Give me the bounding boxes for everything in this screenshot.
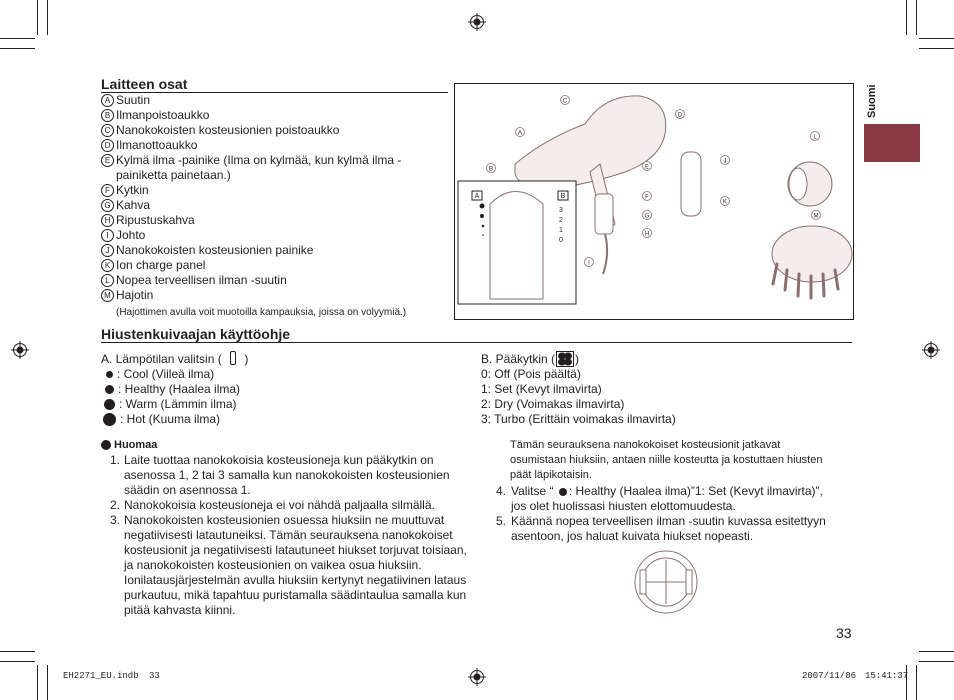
callout-d bbox=[676, 110, 685, 119]
callout-h bbox=[643, 229, 652, 238]
footer-page: 33 bbox=[149, 671, 160, 681]
part-item bbox=[101, 93, 446, 108]
step-5: 5. Käännä nopea terveellisen ilman -suutin kuvassa esitettyyn asentoon, jos haluat kuivata hiukset nopeasti. bbox=[496, 514, 826, 543]
note-line: 3. Nanokokoisten kosteusionien osuessa hiuksiin ne muuttuvat bbox=[110, 513, 445, 527]
part-letter: J bbox=[101, 244, 114, 257]
temperature-selector-block bbox=[101, 351, 461, 427]
product-figure bbox=[454, 83, 854, 320]
part-label: Nanokokoisten kosteusionien poistoaukko bbox=[116, 123, 340, 137]
healthy-dot-icon bbox=[105, 385, 114, 394]
footer-date: 2007/11/06 bbox=[802, 671, 857, 681]
registration-mark-bottom-icon bbox=[468, 668, 486, 686]
svg-text:L: L bbox=[813, 134, 817, 141]
note-line: ja nanokokoisten kosteusionien on vaikea osua hiuksiin. bbox=[124, 558, 422, 572]
footer-file: EH2271_EU.indb bbox=[63, 671, 139, 681]
cool-dot-icon bbox=[106, 371, 113, 378]
callout-e bbox=[643, 162, 652, 171]
fan-icon bbox=[556, 351, 574, 367]
callout-a bbox=[516, 128, 525, 137]
part-item bbox=[101, 183, 446, 198]
hot-dot-icon bbox=[103, 413, 116, 426]
svg-text:B: B bbox=[560, 193, 566, 200]
switch-setting: 1: Set (Kevyt ilmavirta) bbox=[481, 382, 602, 396]
language-tab bbox=[864, 124, 920, 162]
part-letter: E bbox=[101, 154, 114, 167]
callout-k bbox=[721, 197, 730, 206]
part-letter: D bbox=[101, 139, 114, 152]
svg-text:M: M bbox=[813, 213, 819, 220]
part-letter: B bbox=[101, 109, 114, 122]
part-label: Nopea terveellisen ilman -suutin bbox=[116, 273, 287, 287]
part-letter: H bbox=[101, 214, 114, 227]
svg-text:D: D bbox=[677, 112, 683, 119]
callout-i bbox=[585, 258, 594, 267]
page-number: 33 bbox=[836, 625, 852, 641]
parts-title: Laitteen osat bbox=[101, 76, 188, 92]
part-label: Johto bbox=[116, 228, 146, 242]
temperature-item: : Hot (Kuuma ilma) bbox=[101, 412, 461, 427]
note-line: Ionilatausjärjestelmän avulla hiuksiin kertynyt negatiivinen lataus bbox=[124, 573, 467, 587]
note-line: säädin on asennossa 1. bbox=[124, 483, 251, 497]
note-line: asenossa 1, 2 tai 3 samalla kun nanokokoisten kosteusionien bbox=[124, 468, 450, 482]
instructions-title-rule bbox=[101, 342, 852, 343]
registration-mark-top-icon bbox=[468, 13, 486, 31]
svg-text:G: G bbox=[644, 213, 650, 220]
footer-time: 15:41:37 bbox=[865, 671, 909, 681]
temperature-heading: A. Lämpötilan valitsin ( ) bbox=[101, 352, 249, 366]
svg-text:F: F bbox=[645, 194, 649, 201]
note-line: purkautuu, mikä tapahtuu puristamalla säädintaulua samalla kun bbox=[124, 588, 467, 602]
part-item bbox=[101, 228, 446, 243]
callout-j bbox=[721, 156, 730, 165]
callout-c bbox=[561, 96, 570, 105]
svg-text:1: 1 bbox=[559, 227, 563, 234]
main-switch-heading: B. Pääkytkin ( ) bbox=[481, 351, 580, 366]
svg-text:Suomi: Suomi bbox=[866, 84, 878, 118]
note-line: 2. Nanokokoisia kosteusioneja ei voi nähdä paljaalla silmällä. bbox=[110, 498, 435, 512]
language-label bbox=[860, 80, 882, 122]
registration-mark-right-icon bbox=[922, 341, 940, 359]
temperature-item: : Healthy (Haalea ilma) bbox=[101, 382, 461, 397]
switch-setting: 3: Turbo (Erittäin voimakas ilmavirta) bbox=[481, 412, 676, 426]
part-item bbox=[101, 153, 446, 168]
instructions-title: Hiustenkuivaajan käyttöohje bbox=[101, 326, 291, 342]
part-label: Ilmanottoaukko bbox=[116, 138, 198, 152]
part-item bbox=[101, 243, 446, 258]
part-letter: L bbox=[101, 274, 114, 287]
svg-text:C: C bbox=[562, 98, 568, 105]
part-item bbox=[101, 213, 446, 228]
part-item bbox=[101, 288, 446, 303]
note-line: kosteusionit ja negatiivisesti latautuneet hiukset torjuvat toisiaan, bbox=[124, 543, 467, 557]
part-label: Kahva bbox=[116, 198, 151, 212]
callout-b bbox=[487, 164, 496, 173]
parts-note: (Hajottimen avulla voit muotoilla kampauksia, joissa on volyymiä.) bbox=[116, 307, 407, 318]
switch-setting: 2: Dry (Voimakas ilmavirta) bbox=[481, 397, 625, 411]
temperature-item: : Warm (Lämmin ilma) bbox=[101, 397, 461, 412]
note-heading: Huomaa bbox=[101, 439, 157, 451]
part-item bbox=[101, 258, 446, 273]
part-item bbox=[101, 123, 446, 138]
part-letter: G bbox=[101, 199, 114, 212]
part-label: Ion charge panel bbox=[116, 258, 206, 272]
part-letter: A bbox=[101, 94, 114, 107]
callout-m bbox=[812, 211, 821, 220]
healthy-dot-icon bbox=[559, 488, 567, 496]
part-label: Kytkin bbox=[116, 183, 149, 197]
callout-f bbox=[643, 192, 652, 201]
note-line: negatiivisesti latautuneiksi. Tämän seurauksena nanokokoiset bbox=[124, 528, 453, 542]
svg-text:0: 0 bbox=[559, 237, 563, 244]
part-letter: C bbox=[101, 124, 114, 137]
svg-text:A: A bbox=[474, 193, 480, 200]
part-item bbox=[101, 138, 446, 153]
part-label: painiketta painetaan.) bbox=[116, 168, 231, 182]
note-bullet-icon bbox=[101, 440, 111, 450]
nozzle-position-illustration bbox=[632, 548, 700, 616]
part-letter: K bbox=[101, 259, 114, 272]
callout-g bbox=[643, 211, 652, 220]
part-label: Ripustuskahva bbox=[116, 213, 195, 227]
part-letter: M bbox=[101, 289, 114, 302]
part-letter: I bbox=[101, 229, 114, 242]
parts-list bbox=[101, 93, 446, 320]
part-label: Kylmä ilma -painike (Ilma on kylmää, kun kylmä ilma - bbox=[116, 153, 402, 167]
part-letter: F bbox=[101, 184, 114, 197]
hair-dryer-illustration bbox=[455, 84, 853, 319]
svg-text:2: 2 bbox=[559, 217, 563, 224]
svg-text:3: 3 bbox=[559, 207, 563, 214]
thermometer-icon bbox=[230, 351, 236, 365]
temperature-item: : Cool (Viileä ilma) bbox=[101, 367, 461, 382]
switch-setting: 0: Off (Pois päältä) bbox=[481, 367, 581, 381]
continuation-text: Tämän seurauksena nanokokoiset kosteusionit jatkavat osumistaan hiuksiin, antaen niille kosteutta ja kostuttaen hiusten päät läpikotaisin. bbox=[510, 439, 823, 481]
svg-text:B: B bbox=[488, 166, 494, 173]
svg-text:J: J bbox=[723, 158, 727, 165]
part-item bbox=[101, 168, 446, 183]
part-item bbox=[101, 108, 446, 123]
callout-l bbox=[811, 132, 820, 141]
svg-text:H: H bbox=[644, 231, 650, 238]
part-item bbox=[101, 273, 446, 288]
step-4: 4. Valitse “ : Healthy (Haalea ilma)”1: Set (Kevyt ilmavirta)”, jos olet huolissasi hiusten elottomuudesta. bbox=[496, 484, 823, 513]
part-label: Hajotin bbox=[116, 288, 154, 302]
part-label: Ilmanpoistoaukko bbox=[116, 108, 210, 122]
note-line: pitää kahvasta kiinni. bbox=[124, 603, 236, 617]
svg-text:K: K bbox=[722, 199, 728, 206]
warm-dot-icon bbox=[104, 399, 115, 410]
main-switch-block bbox=[481, 351, 851, 427]
part-item bbox=[101, 198, 446, 213]
part-label: Nanokokoisten kosteusionien painike bbox=[116, 243, 314, 257]
note-line: 1. Laite tuottaa nanokokoisia kosteusioneja kun pääkytkin on bbox=[110, 453, 434, 467]
registration-mark-left-icon bbox=[11, 341, 29, 359]
svg-text:A: A bbox=[517, 130, 523, 137]
svg-text:E: E bbox=[644, 164, 650, 171]
note-list bbox=[110, 453, 470, 618]
part-label: Suutin bbox=[116, 93, 151, 107]
svg-text:I: I bbox=[588, 260, 590, 267]
